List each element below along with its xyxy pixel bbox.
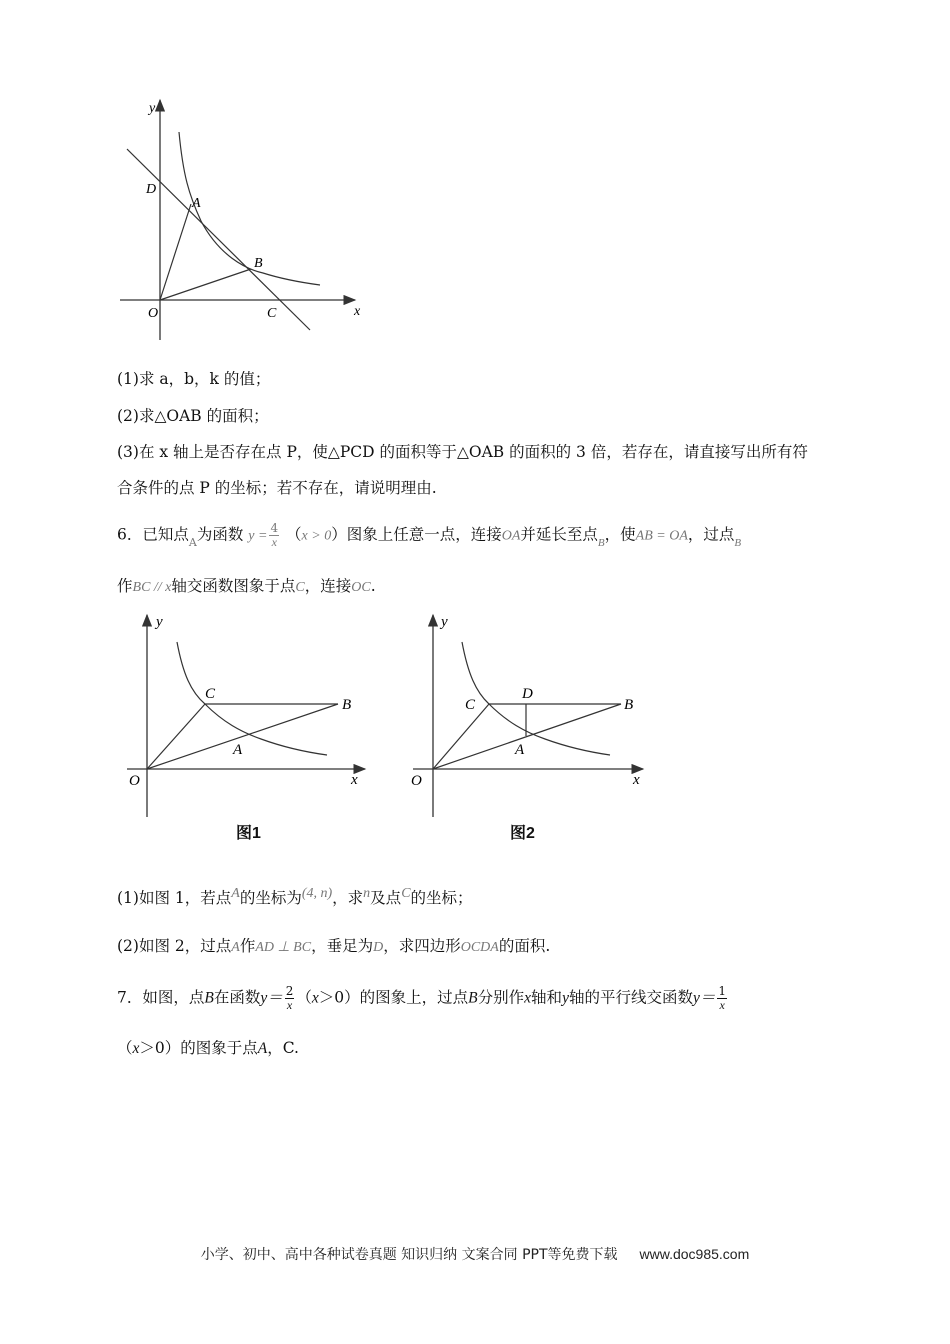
hyperbola-curve [462, 642, 610, 755]
q5-part1: (1)求 a，b，k 的值； [117, 370, 271, 388]
label-b: B [254, 256, 263, 271]
label-o: O [129, 773, 140, 789]
q6-part1: (1)如图 1，若点A的坐标为(4, n)，求n及点C的坐标； [117, 886, 473, 907]
q6-part2: (2)如图 2，过点A作AD ⊥ BC，垂足为D，求四边形OCDA的面积. [117, 937, 551, 955]
label-a: A [192, 196, 201, 211]
label-x: x [351, 772, 358, 788]
q7-line2: （x＞0）的图象于点A，C. [117, 1039, 299, 1057]
label-d: D [146, 182, 157, 197]
q6-intro-line1: 6．已知点$_A$为函数 y = $\frac{4}{x}$ （x > 0）图象上任意一点，连接OA并延长至点$_B$，使AB = OA，过点$_B$ [117, 521, 742, 549]
line-dc [127, 149, 310, 330]
label-c: C [267, 306, 277, 321]
label-b: B [624, 697, 634, 713]
footer-url[interactable]: www.doc985.com [639, 1246, 750, 1262]
segment-ob [160, 269, 251, 300]
label-y: y [149, 101, 156, 116]
label-x: x [633, 772, 640, 788]
q6-intro-line2: 作BC // x轴交函数图象于点C，连接OC. [117, 577, 376, 595]
footer-text: 小学、初中、高中各种试卷真题 知识归纳 文案合同 PPT等免费下载 [200, 1247, 618, 1263]
q7-line1: 7．如图，点B在函数y＝ $\frac{2}{x}$ （x＞0）的图象上，过点B分别作x轴和y轴的平行线交函数y＝ $\frac{1}{x}$ [117, 984, 726, 1012]
label-c: C [465, 697, 476, 713]
q5-part3-line1: (3)在 x 轴上是否存在点 P，使△PCD 的面积等于△OAB 的面积的 3 倍，若存在，请直接写出所有符 [117, 443, 808, 461]
label-a: A [233, 742, 243, 758]
q5-part2: (2)求△OAB 的面积； [117, 407, 269, 425]
q5-part3-line2: 合条件的点 P 的坐标；若不存在，请说明理由. [117, 479, 437, 497]
fig1-caption: 图1 [236, 825, 261, 842]
figure-q6-fig1 [125, 612, 375, 822]
label-o: O [411, 773, 422, 789]
label-d: D [522, 686, 533, 702]
label-o: O [148, 306, 159, 321]
label-b: B [342, 697, 352, 713]
fig2-caption: 图2 [510, 825, 535, 842]
label-y: y [441, 614, 448, 630]
page-footer [0, 1244, 950, 1264]
hyperbola-curve [177, 642, 327, 755]
label-a: A [515, 742, 525, 758]
label-x: x [354, 304, 361, 319]
figure-q5-graph [115, 95, 375, 345]
label-c: C [205, 686, 216, 702]
label-y: y [156, 614, 163, 630]
segment-oa [160, 204, 191, 300]
figure-q6-fig2 [395, 612, 650, 822]
